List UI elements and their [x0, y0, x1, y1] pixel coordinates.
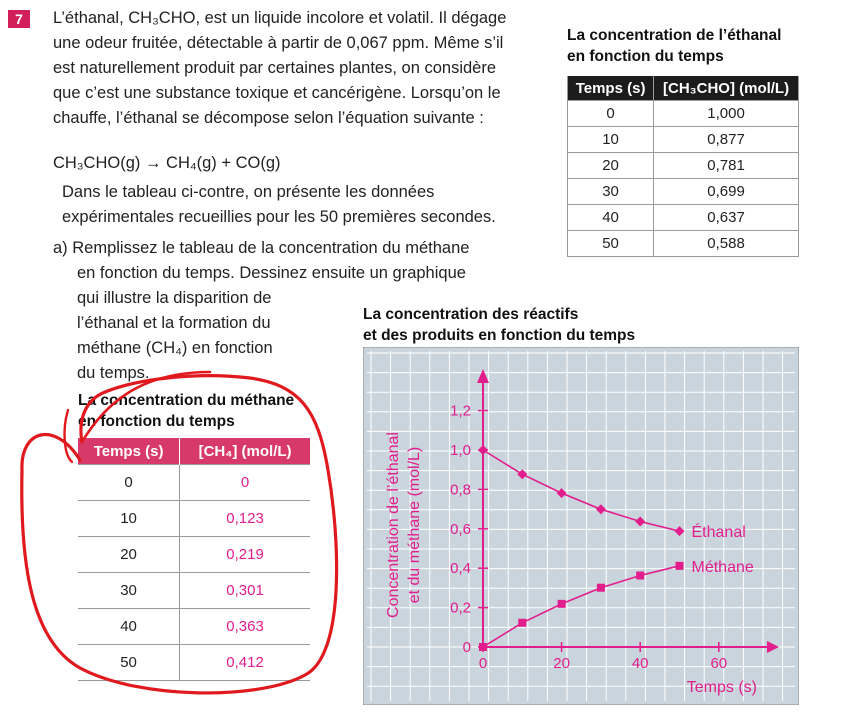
intro-line: L’éthanal, CH₃CHO, est un liquide incolore et volatil. Il dégage	[53, 9, 507, 27]
table-row	[78, 645, 310, 681]
data-point	[479, 643, 487, 651]
time-cell: 50	[78, 645, 180, 681]
y-tick-label: 0,8	[450, 481, 471, 499]
ethanal-table-title	[567, 25, 781, 67]
data-line: Dans le tableau ci-contre, on présente les données	[62, 183, 435, 201]
value-cell: 0,301	[180, 573, 310, 609]
table-row	[568, 101, 799, 127]
question-line: a) Remplissez le tableau de la concentration du méthane	[53, 239, 470, 257]
exercise-number-badge: 7	[8, 10, 30, 28]
table-row	[78, 501, 310, 537]
time-cell: 30	[78, 573, 180, 609]
intro-line: est naturellement produit par certaines plantes, on considère	[53, 59, 497, 77]
time-cell: 20	[78, 537, 180, 573]
time-cell: 30	[568, 179, 654, 205]
table-row	[568, 231, 799, 257]
methane-title-line: La concentration du méthane	[78, 392, 295, 409]
intro-line: une odeur fruitée, détectable à partir de 0,067 ppm. Même s’il	[53, 34, 504, 52]
data-point	[558, 600, 566, 608]
table-row	[78, 537, 310, 573]
table-row	[568, 179, 799, 205]
intro-line: que c’est une substance toxique et cancérigène. Lorsqu’on le	[53, 84, 501, 102]
y-tick-label: 0,4	[450, 560, 471, 578]
question-line: méthane (CH₄) en fonction	[77, 339, 273, 357]
ethanal-table	[567, 76, 799, 257]
data-point	[518, 619, 526, 627]
header-concentration: [CH₄] (mol/L)	[180, 438, 310, 465]
data-point	[676, 562, 684, 570]
value-cell: 0,123	[180, 501, 310, 537]
y-tick-label: 0	[462, 639, 471, 656]
data-point	[636, 571, 644, 579]
value-cell: 0,699	[654, 179, 799, 205]
value-cell: 0,781	[654, 153, 799, 179]
value-cell: 0,219	[180, 537, 310, 573]
question-line: qui illustre la disparition de	[77, 289, 272, 307]
value-cell: 0,588	[654, 231, 799, 257]
question-line: en fonction du temps. Dessinez ensuite un graphique	[77, 264, 466, 282]
time-cell: 0	[78, 465, 180, 501]
graph-title-line: et des produits en fonction du temps	[363, 327, 636, 344]
x-tick-label: 20	[553, 655, 570, 672]
data-paragraph	[62, 180, 542, 230]
ethanal-title-line: en fonction du temps	[567, 48, 724, 65]
intro-line: chauffe, l’éthanal se décompose selon l’équation suivante :	[53, 109, 484, 127]
value-cell: 0	[180, 465, 310, 501]
methane-table-title	[78, 390, 294, 432]
methane-title-line: en fonction du temps	[78, 413, 235, 430]
table-row	[78, 609, 310, 645]
time-cell: 0	[568, 101, 654, 127]
question-line: l’éthanal et la formation du	[77, 314, 271, 332]
value-cell: 0,412	[180, 645, 310, 681]
y-tick-label: 1,2	[450, 402, 471, 420]
value-cell: 1,000	[654, 101, 799, 127]
y-tick-label: 0,2	[450, 599, 471, 617]
graph-title-line: La concentration des réactifs	[363, 306, 579, 323]
ethanal-title-line: La concentration de l’éthanal	[567, 27, 782, 44]
time-cell: 40	[568, 205, 654, 231]
value-cell: 0,637	[654, 205, 799, 231]
time-cell: 50	[568, 231, 654, 257]
time-cell: 10	[568, 127, 654, 153]
concentration-chart	[363, 347, 799, 705]
table-row	[568, 127, 799, 153]
x-tick-label: 60	[710, 655, 728, 672]
x-tick-label: 40	[631, 655, 649, 672]
intro-paragraph	[53, 6, 553, 131]
y-axis-label: et du méthane (mol/L)	[406, 446, 423, 604]
y-tick-label: 0,6	[450, 520, 471, 538]
table-row	[78, 573, 310, 609]
x-axis-label: Temps (s)	[686, 679, 757, 696]
time-cell: 40	[78, 609, 180, 645]
table-row	[568, 205, 799, 231]
value-cell: 0,363	[180, 609, 310, 645]
time-cell: 10	[78, 501, 180, 537]
chemical-equation: CH₃CHO(g) → CH₄(g) + CO(g)	[53, 154, 281, 172]
series-label: Éthanal	[691, 524, 746, 542]
question-line: du temps.	[77, 364, 150, 382]
data-line: expérimentales recueillies pour les 50 premières secondes.	[62, 208, 496, 226]
time-cell: 20	[568, 153, 654, 179]
series-label: Méthane	[691, 558, 754, 576]
header-concentration: [CH₃CHO] (mol/L)	[654, 76, 799, 101]
y-axis-label: Concentration de l’éthanal	[385, 432, 402, 618]
table-row	[568, 153, 799, 179]
value-cell: 0,877	[654, 127, 799, 153]
graph-title	[363, 304, 635, 346]
data-point	[597, 584, 605, 592]
table-row	[78, 465, 310, 501]
methane-table	[78, 438, 310, 681]
header-time: Temps (s)	[568, 76, 654, 101]
x-tick-label: 0	[478, 655, 488, 672]
y-tick-label: 1,0	[450, 442, 471, 459]
header-time: Temps (s)	[78, 438, 180, 465]
